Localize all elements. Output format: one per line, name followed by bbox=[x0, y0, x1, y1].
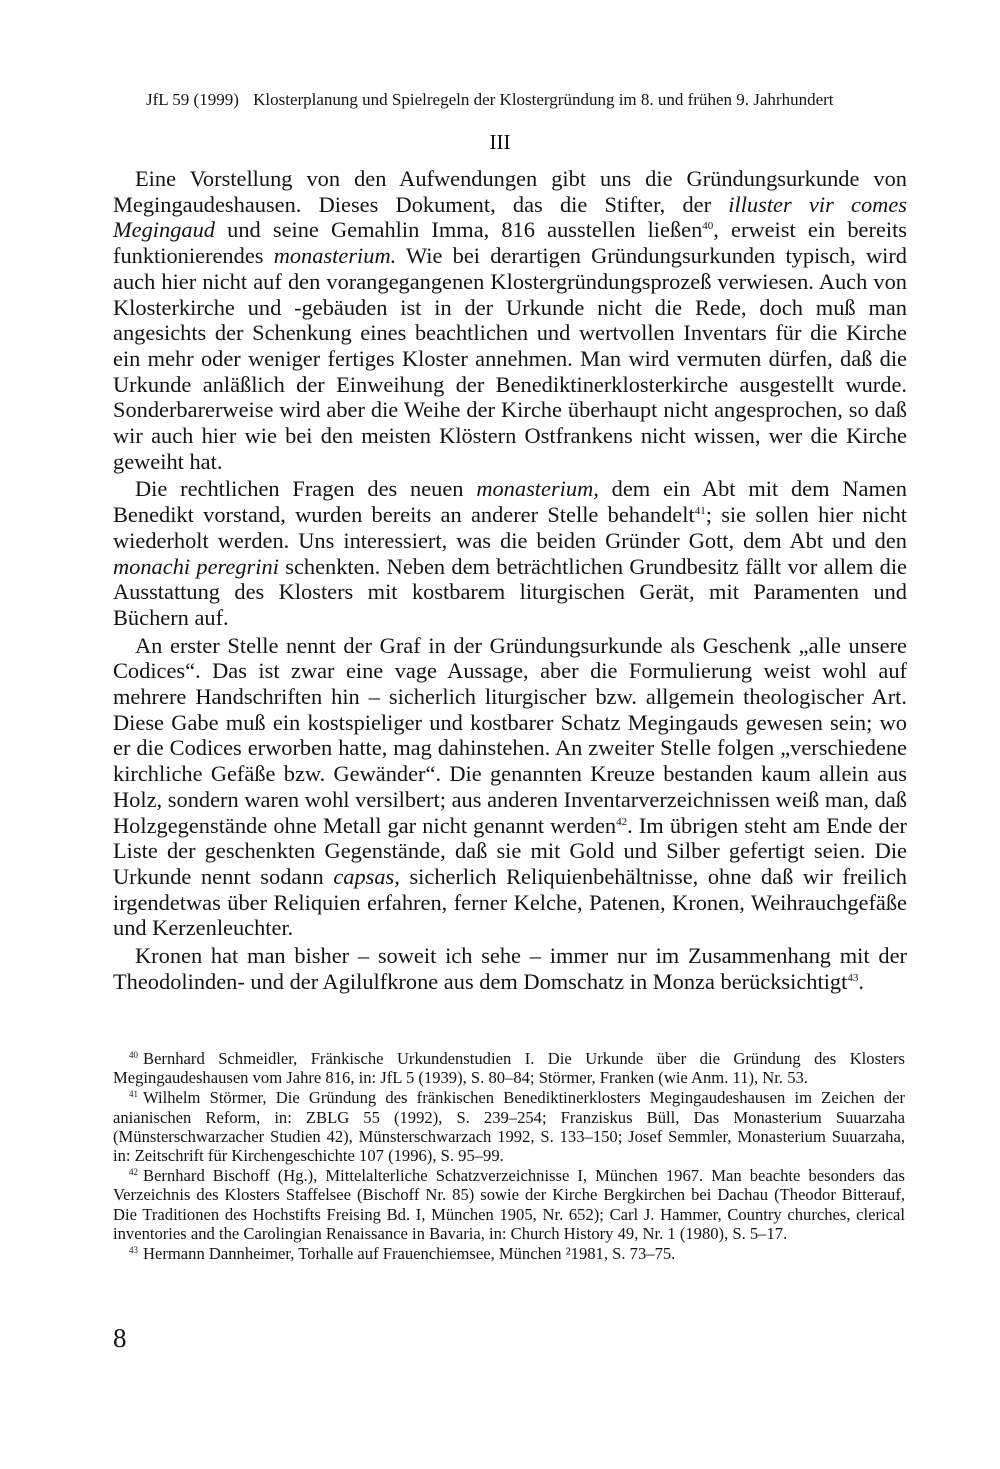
footnote-number: 41 bbox=[129, 1089, 138, 1100]
footnote-43 bbox=[113, 1244, 905, 1263]
footnote-ref-42[interactable]: 42 bbox=[616, 815, 628, 828]
footnote-text: Wilhelm Störmer, Die Gründung des fränkischen Benediktinerklosters Megingaudeshausen im Zeichen der anianischen Reform, in: ZBLG 55 (1992), S. 239–254; Franziskus Büll, Das Monasterium Suuarzaha (Münsterschwarzacher Studien 42), Münsterschwarzach 1992, S. 133–150; Josef Semmler, Monasterium Suuarzaha, in: Zeitschrift für Kirchengeschichte 107 (1996), S. 95–99. bbox=[113, 1088, 905, 1166]
body-text bbox=[113, 166, 907, 997]
section-number: III bbox=[489, 130, 511, 154]
paragraph-2: Die rechtlichen Fragen des neuen monasterium, dem ein Abt mit dem Namen Benedikt vorstand, wurden bereits an anderer Stelle behandelt$^{41}$; sie sollen hier nicht wiederholt werden. Uns interessiert, was die beiden Gründer Gott, dem Abt und den monachi peregrini schenkten. Neben dem beträchtlichen Grundbesitz fällt vor allem die Ausstattung des Klosters mit kostbarem liturgischen Gerät, mit Paramenten und Büchern auf. bbox=[113, 476, 908, 630]
italic-term: monachi peregrini bbox=[113, 553, 279, 579]
italic-term: monasterium, bbox=[476, 476, 599, 502]
footnote-text: Bernhard Schmeidler, Fränkische Urkundenstudien I. Die Urkunde über die Gründung des Klosters Megingaudeshausen vom Jahre 816, in: JfL 5 (1939), S. 80–84; Störmer, Franken (wie Anm. 11), Nr. 53. bbox=[113, 1049, 905, 1088]
footnote-ref-43[interactable]: 43 bbox=[847, 971, 859, 984]
footnote-number: 43 bbox=[129, 1245, 138, 1256]
footnotes bbox=[113, 1049, 905, 1264]
footnote-ref-40[interactable]: 40 bbox=[702, 220, 714, 233]
journal-citation: JfL 59 (1999) bbox=[146, 90, 239, 109]
paragraph-3: An erster Stelle nennt der Graf in der Gründungsurkunde als Geschenk „alle unsere Codices“. Das ist zwar eine vage Aussage, aber die Formulierung weist wohl auf mehrere Handschriften hin – sicherlich liturgischer bzw. allgemein theologischer Art. Diese Gabe muß ein kostspieliger und kostbarer Schatz Megingauds gewesen sein; wo er die Codices erworben hatte, mag dahinstehen. An zweiter Stelle folgen „verschiedene kirchliche Gefäße bzw. Gewänder“. Die genannten Kreuze bestanden kaum allein aus Holz, sondern waren wohl versilbert; aus anderen Inventarverzeichnissen weiß man, daß Holzgegenstände ohne Metall gar nicht genannt werden$^{42}$. Im übrigen steht am Ende der Liste der geschenkten Gegenstände, daß sie mit Gold und Silber gefertigt seien. Die Urkunde nennt sodann capsas, sicherlich Reliquienbehältnisse, ohne daß wir freilich irgendetwas über Reliquien erfahren, ferner Kelche, Patenen, Kronen, Weihrauchgefäße und Kerzenleuchter. bbox=[113, 632, 907, 941]
running-title: Klosterplanung und Spielregeln der Klostergründung im 8. und frühen 9. Jahrhundert bbox=[253, 90, 834, 109]
italic-term: capsas, bbox=[333, 863, 400, 889]
footnote-42 bbox=[113, 1166, 905, 1243]
italic-term: monasterium. bbox=[273, 243, 397, 269]
footnote-text: Hermann Dannheimer, Torhalle auf Frauenchiemsee, München ²1981, S. 73–75. bbox=[143, 1244, 676, 1264]
footnote-41 bbox=[113, 1088, 905, 1165]
footnote-text: Bernhard Bischoff (Hg.), Mittelalterliche Schatzverzeichnisse I, München 1967. Man beachte besonders das Verzeichnis des Klosters Staffelsee (Bischoff Nr. 85) sowie der Kirche Bergkirchen bei Dachau (Theodor Bitterauf, Die Traditionen des Hochstifts Freising Bd. I, München 1905, Nr. 652); Carl J. Hammer, Country churches, clerical inventories and the Carolingian Renaissance in Bavaria, in: Church History 49, Nr. 1 (1980), S. 5–17. bbox=[113, 1166, 905, 1243]
italic-term: illuster vir comes Megingaud bbox=[113, 191, 907, 243]
footnote-number: 40 bbox=[129, 1050, 138, 1060]
footnote-40 bbox=[113, 1049, 905, 1087]
paragraph-1: Eine Vorstellung von den Aufwendungen gibt uns die Gründungsurkunde von Megingaudeshausen. Dieses Dokument, das die Stifter, der illuster vir comes Megingaud und seine Gemahlin Imma, 816 ausstellen ließen$^{40}$, erweist ein bereits funktionierendes monasterium. Wie bei derartigen Gründungsurkunden typisch, wird auch hier nicht auf den vorangegangenen Klostergründungsprozeß verwiesen. Auch von Klosterkirche und -gebäuden ist in der Urkunde nicht die Rede, doch muß man angesichts der Schenkung eines beachtlichen und wertvollen Inventars für die Kirche ein mehr oder weniger fertiges Kloster annehmen. Man wird vermuten dürfen, daß die Urkunde anläßlich der Einweihung der Benediktinerklosterkirche ausgestellt wurde. Sonderbarerweise wird aber die Weihe der Kirche überhaupt nicht angesprochen, so daß wir auch hier wie bei den meisten Klöstern Ostfrankens nicht wissen, wer die Kirche geweiht hat. bbox=[113, 166, 907, 474]
footnote-number: 42 bbox=[129, 1167, 138, 1178]
paragraph-4: Kronen hat man bisher – soweit ich sehe – immer nur im Zusammenhang mit der Theodolinden- und der Agilulfkrone aus dem Domschatz in Monza berücksichtigt$^{43}$. bbox=[113, 943, 907, 994]
footnote-ref-41[interactable]: 41 bbox=[694, 505, 706, 518]
page-number: 8 bbox=[113, 1323, 127, 1353]
running-header bbox=[146, 89, 906, 111]
